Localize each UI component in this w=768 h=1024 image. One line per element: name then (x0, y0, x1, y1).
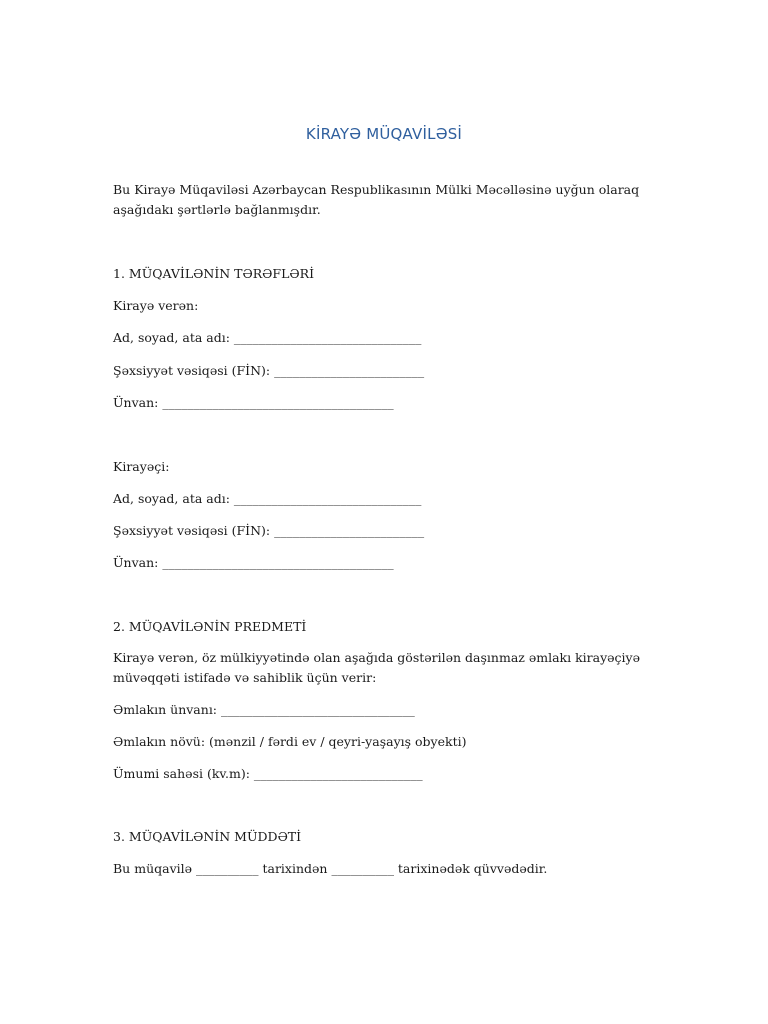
property-address-field: Əmlakın ünvanı: _______________________________ (113, 702, 415, 717)
tenant-id-field: Şəxsiyyət vəsiqəsi (FİN): ________________________ (113, 523, 425, 538)
intro-line-2: aşağıdakı şərtlərlə bağlanmışdır. (113, 202, 321, 217)
landlord-address-field: Ünvan: _____________________________________ (113, 395, 394, 410)
tenant-label: Kirayəçi: (113, 459, 170, 474)
property-type-field: Əmlakın növü: (mənzil / fərdi ev / qeyri-yaşayış obyekti) (113, 734, 467, 749)
document-title: KİRAYƏ MÜQAVİLƏSİ (305, 125, 463, 143)
intro-line-1: Bu Kirayə Müqaviləsi Azərbaycan Respublikasının Mülki Məcəlləsinə uyğun olaraq (113, 182, 640, 197)
contract-term-line: Bu müqavilə __________ tarixindən __________ tarixinədək qüvvədədir. (113, 861, 548, 876)
landlord-name-field: Ad, soyad, ata adı: ______________________________ (113, 330, 422, 345)
landlord-label: Kirayə verən: (113, 298, 199, 313)
tenant-address-field: Ünvan: _____________________________________ (113, 555, 394, 570)
tenant-name-field: Ad, soyad, ata adı: ______________________________ (113, 491, 422, 506)
section-3-heading: 3. MÜQAVİLƏNİN MÜDDƏTİ (113, 829, 302, 844)
landlord-id-field: Şəxsiyyət vəsiqəsi (FİN): ________________________ (113, 363, 425, 378)
section-1-heading: 1. MÜQAVİLƏNİN TƏRƏFLƏRİ (113, 266, 315, 281)
section-2-heading: 2. MÜQAVİLƏNİN PREDMETİ (113, 619, 307, 634)
section-2-desc-line-2: müvəqqəti istifadə və sahiblik üçün verir: (113, 670, 377, 685)
section-2-desc-line-1: Kirayə verən, öz mülkiyyətində olan aşağıda göstərilən daşınmaz əmlakı kirayəçiyə (113, 650, 640, 665)
property-area-field: Ümumi sahəsi (kv.m): ___________________________ (113, 766, 423, 781)
